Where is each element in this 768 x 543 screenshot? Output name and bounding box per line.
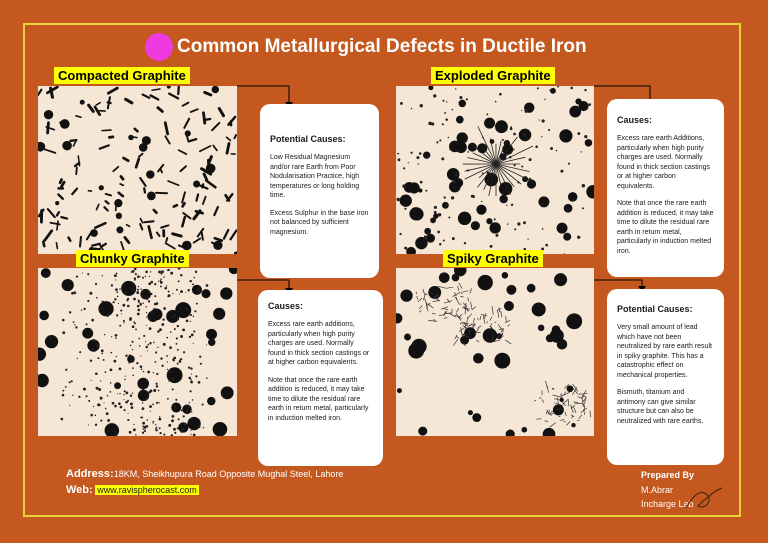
causes-heading: Causes: xyxy=(617,115,653,125)
causes-heading: Potential Causes: xyxy=(270,134,346,144)
address-text: 18KM, Sheikhupura Road Opposite Mughal Steel, Lahore xyxy=(113,469,344,479)
address-line xyxy=(66,468,343,480)
causes-text: Bismuth, titanium and antimony can give similar structure but can also be neutralized with rare earths. xyxy=(617,389,704,425)
label-exploded-graphite: Exploded Graphite xyxy=(431,67,555,84)
causes-text: Excess Sulphur in the base iron not balanced by sufficient magnesium. xyxy=(270,209,369,236)
address-label: Address: xyxy=(66,468,114,480)
causes-text: Note that once the rare earth addition is reduced, it may take time to dilute the residual rare earth in return metal, particularly in induction melted iron. xyxy=(617,200,714,255)
micrograph-chunky xyxy=(38,268,237,436)
micrograph-compacted xyxy=(38,86,237,254)
causes-text: Excess rare earth Additions, particularly when high purity charges are used. Normally found in thick section castings or at higher carbon equivalents. xyxy=(617,135,710,190)
preparer-name: M.Abrar xyxy=(641,485,674,495)
signature-icon xyxy=(684,484,726,514)
web-line xyxy=(66,484,199,496)
causes-heading: Causes: xyxy=(268,301,304,311)
label-compacted-graphite: Compacted Graphite xyxy=(54,67,190,84)
micrograph-spiky xyxy=(396,268,594,436)
causes-card-chunky xyxy=(258,290,383,466)
title-bullet-icon xyxy=(145,33,173,61)
causes-text: Very small amount of lead which have not been neutralized by rare earth result in spiky graphite. This has a catastrophic effect on mechanical properties. xyxy=(617,324,712,379)
website-link[interactable]: www.ravispherocast.com xyxy=(97,485,197,495)
causes-text: Note that once the rare earth addition is reduced, it may take time to dilute the residual rare earth in return metal, particularly in induction melted iron. xyxy=(268,376,369,422)
causes-card-spiky xyxy=(607,289,724,465)
label-spiky-graphite: Spiky Graphite xyxy=(443,250,543,267)
web-label: Web: xyxy=(66,484,93,496)
title-bar xyxy=(145,32,587,62)
prepared-by: Prepared By xyxy=(641,470,695,480)
page-title: Common Metallurgical Defects in Ductile Iron xyxy=(177,36,587,57)
causes-card-compacted xyxy=(260,104,379,278)
preparer-role: Incharge Lab xyxy=(641,499,694,509)
causes-card-exploded xyxy=(607,99,724,277)
label-chunky-graphite: Chunky Graphite xyxy=(76,250,189,267)
micrograph-exploded xyxy=(396,86,594,254)
causes-text: Low Residual Magnesium and/or rare Earth from Poor Nodularisation Practice, high temperatures or long holding time. xyxy=(270,154,360,199)
causes-heading: Potential Causes: xyxy=(617,304,693,314)
causes-text: Excess rare earth additions, particularly when high purity charges are used. Normally found in thick section castings or at higher carbon equivalents. xyxy=(268,321,370,366)
